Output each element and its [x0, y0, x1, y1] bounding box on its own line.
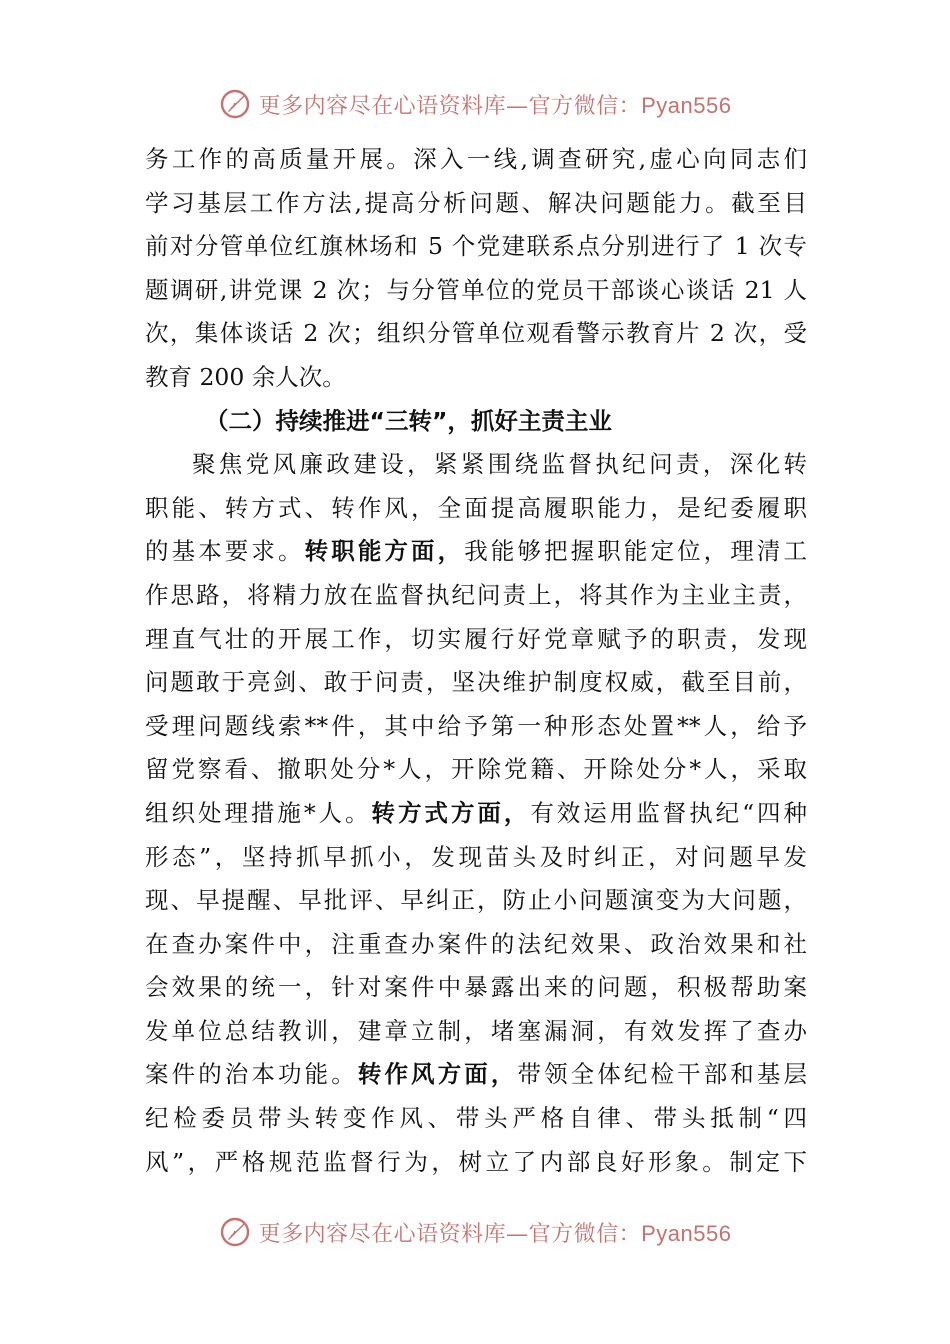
text-line: 职能、转方式、转作风，全面提高履职能力，是纪委履职: [145, 493, 807, 522]
text-line: 现、早提醒、早批评、早纠正，防止小问题演变为大问题，: [145, 886, 807, 915]
pen-logo-icon: [219, 1215, 253, 1249]
text-line: 问题敢于亮剑、敢于问责，坚决维护制度权威，截至目前，: [145, 668, 807, 697]
text-line: 发单位总结教训，建章立制，堵塞漏洞，有效发挥了查办: [145, 1016, 807, 1045]
text-line: 受理问题线索**件，其中给予第一种形态处置**人，给予: [145, 711, 807, 740]
watermark-text: 更多内容尽在心语资料库—官方微信：Pyan556: [258, 1220, 732, 1247]
bold-phrase: 转方式方面，: [371, 798, 531, 827]
text-line: 纪检委员带头转变作风、带头严格自律、带头抵制“四: [145, 1104, 807, 1133]
bold-phrase: 转作风方面，: [357, 1060, 518, 1089]
text-line: 题调研,讲党课 2 次；与分管单位的党员干部谈心谈话 21 人: [145, 275, 807, 304]
text-line: 组织处理措施*人。转方式方面，有效运用监督执纪“四种: [145, 798, 808, 827]
text-line: 形态”，坚持抓早抓小，发现苗头及时纠正，对问题早发: [145, 842, 807, 871]
watermark-footer: [0, 1214, 950, 1250]
text-line: 聚焦党风廉政建设，紧紧围绕监督执纪问责，深化转: [192, 450, 807, 479]
text-line: 理直气壮的开展工作，切实履行好党章赋予的职责，发现: [145, 624, 807, 653]
text-line: 会效果的统一，针对案件中暴露出来的问题，积极帮助案: [145, 973, 807, 1002]
text-line: 的基本要求。转职能方面，我能够把握职能定位，理清工: [145, 537, 807, 566]
pen-logo-icon: [219, 87, 253, 121]
section-heading: （二）持续推进“三转”，抓好主责主业: [205, 406, 612, 435]
text-line: 前对分管单位红旗林场和 5 个党建联系点分别进行了 1 次专: [145, 232, 807, 261]
text-line: 学习基层工作方法,提高分析问题、解决问题能力。截至目: [145, 188, 807, 217]
document-body: [145, 138, 807, 1184]
watermark-header: [0, 86, 950, 122]
watermark-text: 更多内容尽在心语资料库—官方微信：Pyan556: [258, 92, 732, 119]
text-line: 务工作的高质量开展。深入一线,调查研究,虚心向同志们: [145, 145, 807, 173]
text-line: 留党察看、撤职处分*人，开除党籍、开除处分*人，采取: [145, 755, 807, 784]
text-line: 风”，严格规范监督行为，树立了内部良好形象。制定下: [145, 1147, 807, 1176]
text-line: 教育 200 余人次。: [145, 362, 346, 391]
bold-phrase: 转职能方面，: [304, 537, 465, 566]
text-line: 案件的治本功能。转作风方面，带领全体纪检干部和基层: [145, 1060, 808, 1089]
text-line: 次，集体谈话 2 次；组织分管单位观看警示教育片 2 次，受: [145, 319, 807, 348]
text-line: 在查办案件中，注重查办案件的法纪效果、政治效果和社: [145, 929, 807, 958]
text-line: 作思路，将精力放在监督执纪问责上，将其作为主业主责，: [145, 580, 807, 609]
